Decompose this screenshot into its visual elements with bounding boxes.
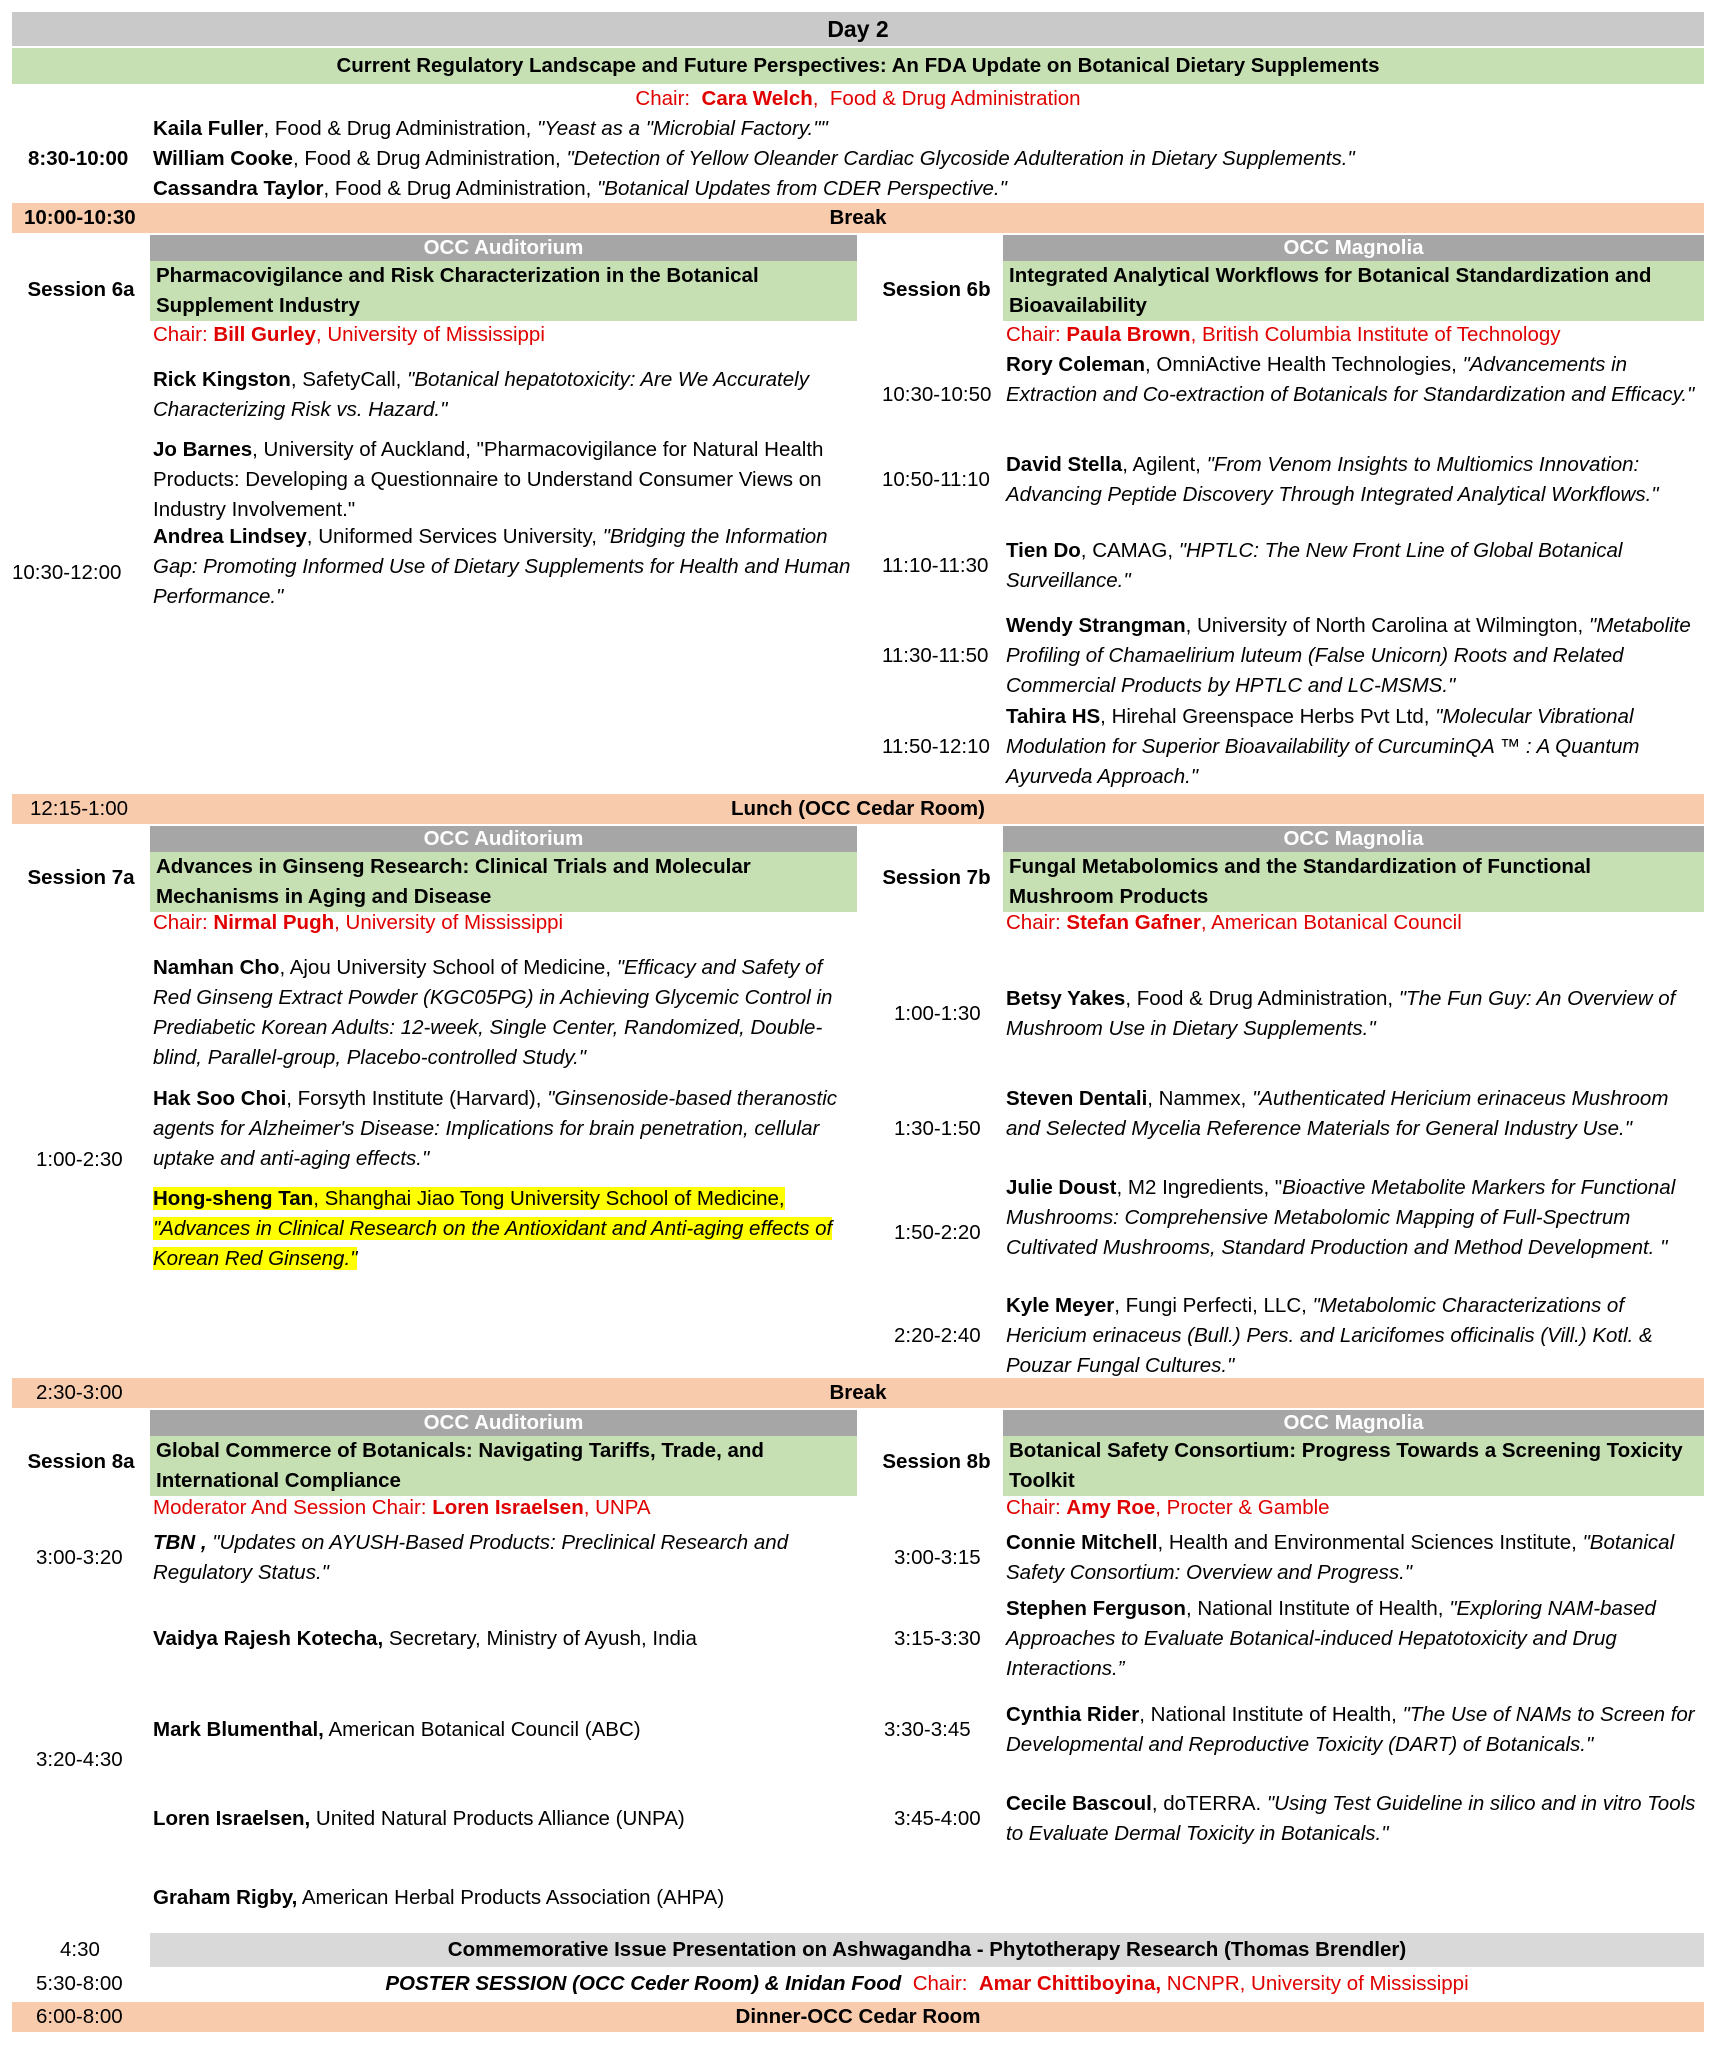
commemorative-label: Commemorative Issue Presentation on Ashwagandha - Phytotherapy Research (Thomas Brendler)	[447, 1938, 1407, 1961]
lunch-label: Lunch (OCC Cedar Room)	[731, 797, 985, 820]
poster-chair-org: NCNPR, University of Mississippi	[1166, 1972, 1469, 1995]
talk-a: Andrea Lindsey, Uniformed Services University, "Bridging the Information Gap: Promoting Informed Use of Dietary Supplements for Health and Human Performance."	[153, 525, 851, 608]
session-label-a: Session 8a	[27, 1450, 135, 1473]
talk-time-b: 1:50-2:20	[894, 1221, 981, 1244]
talk-time-b: 1:30-1:50	[894, 1117, 981, 1140]
talk-time-b: 3:30-3:45	[884, 1718, 971, 1741]
talk-b: Betsy Yakes, Food & Drug Administration, "The Fun Guy: An Overview of Mushroom Use in Dietary Supplements."	[1006, 987, 1676, 1040]
room-header-b: OCC Magnolia	[1003, 1410, 1704, 1436]
talk-b: Tahira HS, Hirehal Greenspace Herbs Pvt Ltd, "Molecular Vibrational Modulation for Superior Bioavailability of CurcuminQA ™ : A Quantum Ayurveda Approach."	[1006, 705, 1640, 788]
session-label-b: Session 8b	[882, 1450, 991, 1473]
talk-b: Julie Doust, M2 Ingredients, "Bioactive Metabolite Markers for Functional Mushrooms: Comprehensive Metabolomic Mapping of Full-Spectrum Cultivated Mushrooms, Standard Production and Method Development. "	[1006, 1176, 1676, 1259]
talk-a: Loren Israelsen, United Natural Products Alliance (UNPA)	[153, 1807, 685, 1830]
poster-time: 5:30-8:00	[36, 1972, 123, 1995]
break-label: Break	[829, 1381, 887, 1404]
talk-time-b: 3:00-3:15	[894, 1546, 981, 1569]
room-header-b: OCC Magnolia	[1003, 235, 1704, 261]
talk-time-b: 1:00-1:30	[894, 1002, 981, 1025]
talk-b: David Stella, Agilent, "From Venom Insights to Multiomics Innovation: Advancing Peptide Discovery Through Integrated Analytical Workflows."	[1006, 453, 1659, 506]
lunch-time: 12:15-1:00	[30, 797, 129, 820]
session-label-b: Session 7b	[882, 866, 991, 889]
poster-chair-name: Amar Chittiboyina,	[978, 1972, 1162, 1995]
session-title-b: Botanical Safety Consortium: Progress Towards a Screening Toxicity Toolkit	[1003, 1436, 1704, 1496]
talk-a-highlighted: Hong-sheng Tan, Shanghai Jiao Tong University School of Medicine, "Advances in Clinical Research on the Antioxidant and Anti-aging effects of Korean Red Ginseng."	[153, 1187, 833, 1270]
talk-a: Mark Blumenthal, American Botanical Council (ABC)	[153, 1718, 641, 1741]
plenary-talk: William Cooke, Food & Drug Administration, "Detection of Yellow Oleander Cardiac Glycoside Adulteration in Dietary Supplements."	[153, 147, 1355, 170]
talk-time-b: 2:20-2:40	[894, 1324, 981, 1347]
session-time-a: 1:00-2:30	[36, 1148, 123, 1171]
session-time-a1: 3:00-3:20	[36, 1546, 123, 1569]
chair-a: Moderator And Session Chair: Loren Israelsen, UNPA	[153, 1496, 651, 1519]
plenary-time: 8:30-10:00	[28, 147, 129, 170]
session-label-b: Session 6b	[882, 278, 991, 301]
chair-prefix: Chair:	[635, 87, 691, 110]
talk-b: Cynthia Rider, National Institute of Health, "The Use of NAMs to Screen for Developmental and Reproductive Toxicity (DART) of Botanicals."	[1006, 1703, 1695, 1756]
talk-time-b: 3:15-3:30	[894, 1627, 981, 1650]
session-title-a: Pharmacovigilance and Risk Characterization in the Botanical Supplement Industry	[150, 261, 857, 321]
chair-b: Chair: Amy Roe, Procter & Gamble	[1006, 1496, 1330, 1519]
chair-org: Food & Drug Administration	[829, 87, 1081, 110]
talk-time-b: 11:30-11:50	[882, 644, 989, 667]
talk-b: Kyle Meyer, Fungi Perfecti, LLC, "Metabolomic Characterizations of Hericium erinaceus (Bull.) Pers. and Laricifomes officinalis (Vill.) Kotl. & Pouzar Fungal Cultures."	[1006, 1294, 1653, 1377]
break-label: Break	[829, 206, 887, 229]
dinner-time: 6:00-8:00	[36, 2005, 123, 2028]
session-label-a: Session 7a	[27, 866, 135, 889]
talk-a: Vaidya Rajesh Kotecha, Secretary, Ministry of Ayush, India	[153, 1627, 697, 1650]
poster-chair-prefix: Chair:	[912, 1972, 968, 1995]
poster-row	[150, 1969, 1704, 1999]
plenary-title-band	[12, 48, 1704, 84]
chair-b: Chair: Paula Brown, British Columbia Institute of Technology	[1006, 323, 1561, 346]
talk-b: Wendy Strangman, University of North Carolina at Wilmington, "Metabolite Profiling of Chamaelirium luteum (False Unicorn) Roots and Related Commercial Products by HPTLC and LC-MSMS."	[1006, 614, 1691, 697]
plenary-talk: Kaila Fuller, Food & Drug Administration, "Yeast as a "Microbial Factory.""	[153, 117, 828, 140]
room-header-a: OCC Auditorium	[150, 826, 857, 852]
session-label-a: Session 6a	[27, 278, 135, 301]
talk-a: TBN , "Updates on AYUSH-Based Products: Preclinical Research and Regulatory Status."	[153, 1531, 789, 1584]
plenary-chair: Chair: Cara Welch, Food & Drug Administration	[635, 87, 1081, 110]
day-title: Day 2	[827, 15, 889, 42]
talk-a: Graham Rigby, American Herbal Products Association (AHPA)	[153, 1886, 725, 1909]
room-header-a: OCC Auditorium	[150, 235, 857, 261]
talk-a: Rick Kingston, SafetyCall, "Botanical hepatotoxicity: Are We Accurately Characterizing Risk vs. Hazard."	[153, 368, 809, 421]
chair-a: Chair: Bill Gurley, University of Mississippi	[153, 323, 545, 346]
talk-b: Rory Coleman, OmniActive Health Technologies, "Advancements in Extraction and Co-extraction of Botanicals for Standardization and Efficacy."	[1006, 353, 1695, 406]
room-header-b: OCC Magnolia	[1003, 826, 1704, 852]
session-time-a2: 3:20-4:30	[36, 1748, 123, 1771]
plenary-title: Current Regulatory Landscape and Future Perspectives: An FDA Update on Botanical Dietary Supplements	[336, 54, 1380, 77]
talk-b: Tien Do, CAMAG, "HPTLC: The New Front Line of Global Botanical Surveillance."	[1006, 539, 1623, 592]
chair-a: Chair: Nirmal Pugh, University of Mississippi	[153, 911, 564, 934]
talk-b: Stephen Ferguson, National Institute of Health, "Exploring NAM-based Approaches to Evaluate Botanical-induced Hepatotoxicity and Drug Interactions.”	[1006, 1597, 1656, 1680]
talk-a: Namhan Cho, Ajou University School of Medicine, "Efficacy and Safety of Red Ginseng Extract Powder (KGC05PG) in Achieving Glycemic Control in Prediabetic Korean Adults: 12-week, Single Center, Randomized, Double-blind, Parallel-group, Placebo-controlled Study."	[153, 956, 833, 1069]
talk-a: Hak Soo Choi, Forsyth Institute (Harvard), "Ginsenoside-based theranostic agents for Alzheimer's Disease: Implications for brain penetration, cellular uptake and anti-aging effects."	[153, 1087, 838, 1170]
talk-b: Steven Dentali, Nammex, "Authenticated Hericium erinaceus Mushroom and Selected Mycelia Reference Materials for General Industry Use."	[1006, 1087, 1669, 1140]
talk-b: Cecile Bascoul, doTERRA. "Using Test Guideline in silico and in vitro Tools to Evaluate Dermal Toxicity in Botanicals."	[1006, 1792, 1696, 1845]
session-title-a: Global Commerce of Botanicals: Navigating Tariffs, Trade, and International Compliance	[150, 1436, 857, 1496]
chair-b: Chair: Stefan Gafner, American Botanical Council	[1006, 911, 1462, 934]
poster-label: POSTER SESSION (OCC Ceder Room) & Inidan Food	[385, 1972, 902, 1995]
talk-time-b: 10:30-10:50	[882, 383, 992, 406]
session-time-a: 10:30-12:00	[12, 561, 122, 584]
talk-b: Connie Mitchell, Health and Environmental Sciences Institute, "Botanical Safety Consortium: Overview and Progress."	[1006, 1531, 1675, 1584]
session-title-b: Integrated Analytical Workflows for Botanical Standardization and Bioavailability	[1003, 261, 1704, 321]
talk-time-b: 11:10-11:30	[882, 554, 989, 577]
chair-name: Cara Welch	[701, 87, 813, 110]
break-time: 2:30-3:00	[36, 1381, 123, 1404]
commemorative-band	[150, 1933, 1704, 1967]
talk-a: Jo Barnes, University of Auckland, "Pharmacovigilance for Natural Health Products: Developing a Questionnaire to Understand Consumer Views on Industry Involvement."	[153, 438, 824, 521]
session-title-a: Advances in Ginseng Research: Clinical Trials and Molecular Mechanisms in Aging and Disease	[150, 852, 857, 912]
commemorative-time: 4:30	[60, 1938, 100, 1961]
break-time: 10:00-10:30	[24, 206, 136, 229]
talk-time-b: 3:45-4:00	[894, 1807, 981, 1830]
plenary-talk: Cassandra Taylor, Food & Drug Administration, "Botanical Updates from CDER Perspective."	[153, 177, 1007, 200]
day-header	[12, 12, 1704, 46]
talk-time-b: 10:50-11:10	[882, 468, 990, 491]
room-header-a: OCC Auditorium	[150, 1410, 857, 1436]
session-title-b: Fungal Metabolomics and the Standardization of Functional Mushroom Products	[1003, 852, 1704, 912]
dinner-label: Dinner-OCC Cedar Room	[735, 2005, 981, 2028]
talk-time-b: 11:50-12:10	[882, 735, 990, 758]
